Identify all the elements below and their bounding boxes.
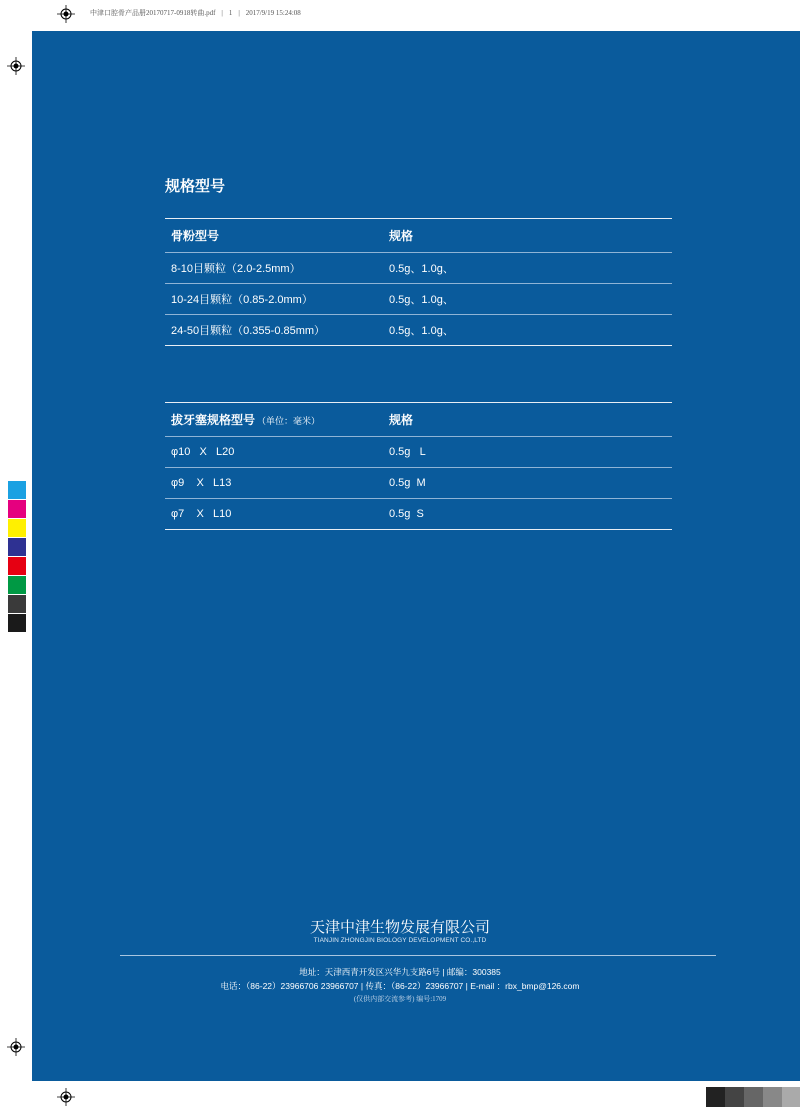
color-swatch (8, 500, 26, 519)
color-swatch (8, 595, 26, 614)
spec-cell: 0.5g、1.0g、 (389, 263, 454, 275)
table-row (165, 468, 672, 499)
column-header-model (165, 411, 389, 428)
spec-cell: 0.5g L (389, 446, 426, 458)
extraction-plug-spec-table (165, 402, 672, 530)
color-swatch (8, 557, 26, 576)
spec-cell: 0.5g、1.0g、 (389, 325, 454, 337)
registration-mark-icon (57, 1088, 75, 1106)
color-swatch (8, 614, 26, 633)
print-header: 中津口腔骨产品册20170717-0918转曲.pdf | 1 | 2017/9/19 15:24:08 (90, 9, 301, 17)
model-cell: φ7 X L10 (171, 508, 232, 520)
company-contact: 电话：（86-22）23966706 23966707 | 传真：（86-22）23966707 | E-mail ：rbx_bmp@126.com (220, 981, 580, 991)
print-datetime: 2017/9/19 15:24:08 (245, 9, 301, 17)
registration-mark-icon (7, 1038, 25, 1056)
spec-cell: 0.5g、1.0g、 (389, 294, 454, 306)
unit-note: （单位：毫米） (257, 416, 321, 426)
model-cell: φ9 X L13 (171, 477, 232, 489)
gray-swatch (725, 1087, 744, 1107)
table-row (165, 499, 672, 529)
column-header-model-label: 拔牙塞规格型号 (171, 413, 256, 427)
model-cell: 10-24目颗粒（0.85-2.0mm） (171, 294, 313, 306)
footer-divider (120, 955, 716, 956)
model-cell: φ10 X L20 (171, 446, 235, 458)
company-name-en: TIANJIN ZHONGJIN BIOLOGY DEVELOPMENT CO.,LTD (313, 937, 487, 944)
model-cell: 24-50目颗粒（0.355-0.85mm） (171, 325, 326, 337)
gray-swatch (744, 1087, 763, 1107)
color-calibration-bar (8, 481, 26, 633)
table-row (165, 437, 672, 468)
company-name-cn: 天津中津生物发展有限公司 (309, 919, 490, 936)
table-row (165, 284, 672, 315)
company-address: 地址：天津西青开发区兴华九支路6号 | 邮编：300385 (299, 967, 501, 977)
grayscale-calibration-bar (706, 1087, 800, 1107)
gray-swatch (763, 1087, 782, 1107)
gray-swatch (706, 1087, 725, 1107)
gray-swatch (782, 1087, 800, 1107)
section-title: 规格型号 (165, 178, 226, 195)
print-page-number: 1 (228, 9, 233, 17)
column-header-spec: 规格 (389, 413, 414, 427)
table-header-row (165, 219, 672, 253)
table-row (165, 253, 672, 284)
table-header-row (165, 403, 672, 437)
color-swatch (8, 519, 26, 538)
internal-use-note: (仅供内部交流参考) 编号:1709 (353, 995, 447, 1003)
column-header-spec: 规格 (389, 229, 414, 243)
registration-mark-icon (7, 57, 25, 75)
spec-cell: 0.5g M (389, 477, 426, 489)
table-row (165, 315, 672, 345)
color-swatch (8, 576, 26, 595)
bone-powder-spec-table (165, 218, 672, 346)
print-filename: 中津口腔骨产品册20170717-0918转曲.pdf (90, 9, 216, 17)
registration-mark-icon (57, 5, 75, 23)
color-swatch (8, 481, 26, 500)
model-cell: 8-10目颗粒（2.0-2.5mm） (171, 263, 301, 275)
color-swatch (8, 538, 26, 557)
column-header-model: 骨粉型号 (171, 229, 220, 243)
spec-cell: 0.5g S (389, 508, 424, 520)
